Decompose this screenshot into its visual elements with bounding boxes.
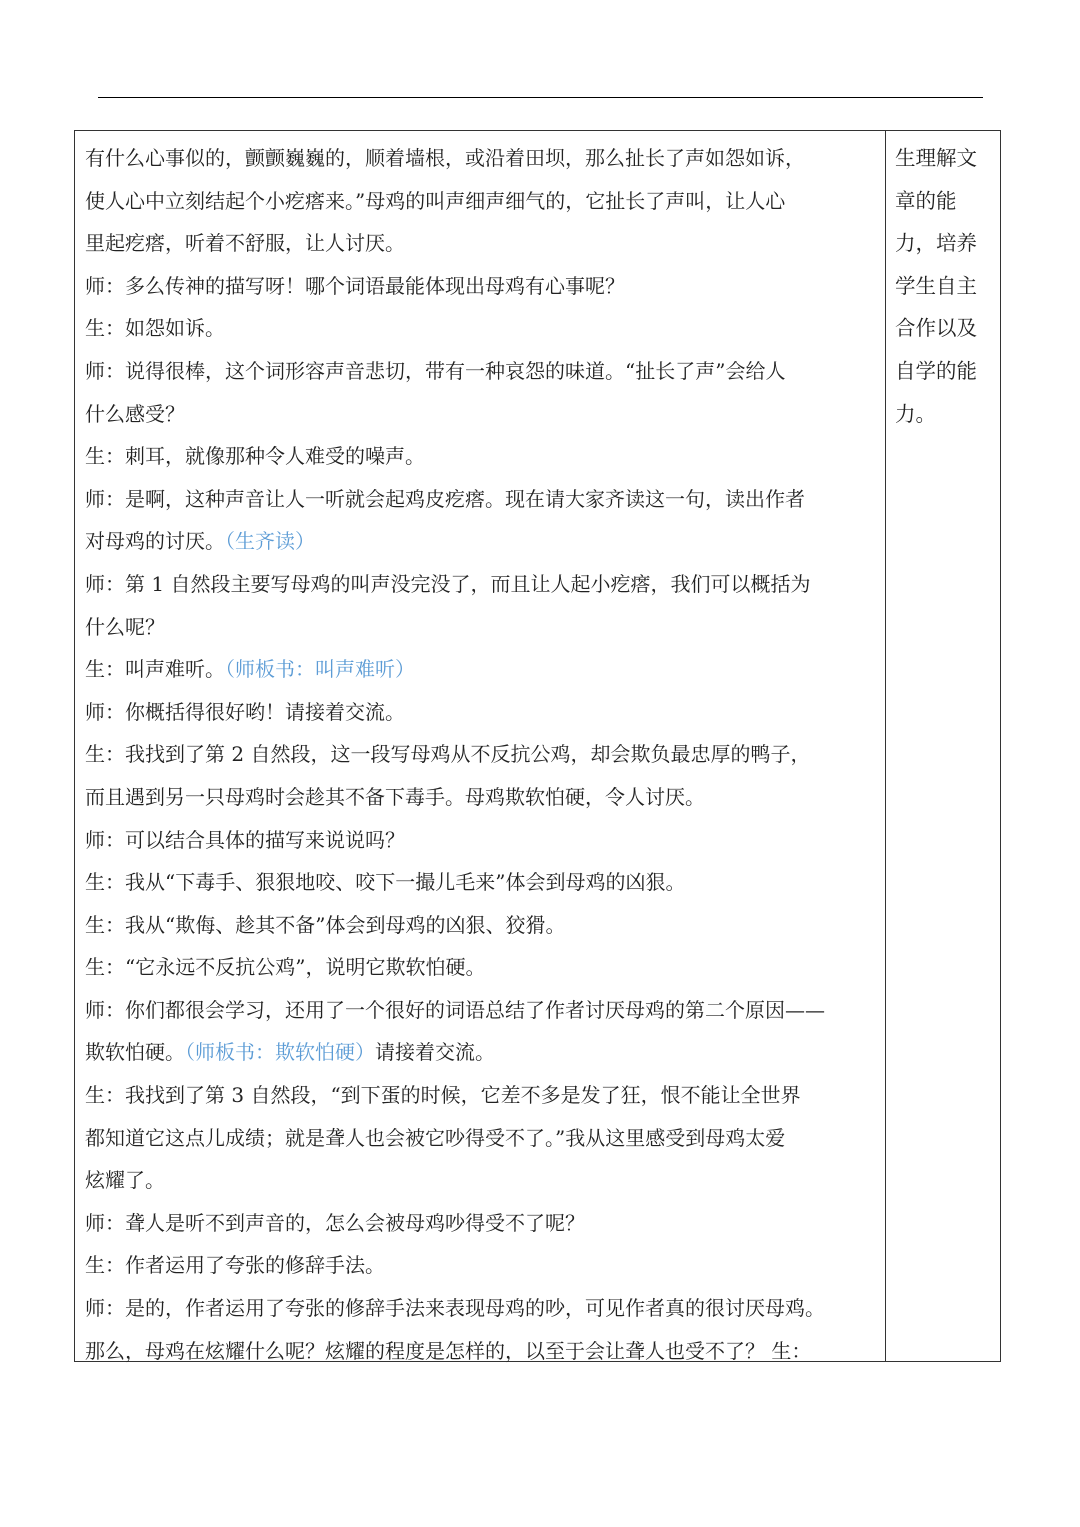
- text-line: 那么，母鸡在炫耀什么呢？炫耀的程度是怎样的，以至于会让聋人也受不了？ 生：: [85, 1338, 812, 1363]
- text-line: 有什么心事似的，颤颤巍巍的，顺着墙根，或沿着田坝，那么扯长了声如怨如诉，: [85, 146, 805, 170]
- text-line: 生：我找到了第 2 自然段，这一段写母鸡从不反抗公鸡，却会欺负最忠厚的鸭子，: [85, 742, 811, 767]
- text-line: 生：我从“下毒手、狠狠地咬、咬下一撮儿毛来”体会到母鸡的凶狠。: [85, 870, 686, 895]
- text-segment: 欺软怕硬。: [85, 1040, 185, 1065]
- lesson-table: [74, 130, 1001, 1362]
- stage-direction-note: （生齐读）: [225, 529, 315, 554]
- text-line: 什么感受？: [85, 401, 185, 426]
- column-divider: [885, 131, 886, 1361]
- side-text-line: 力。: [895, 401, 936, 426]
- text-line: 生：作者运用了夸张的修辞手法。: [85, 1253, 385, 1278]
- text-line: 生：如怨如诉。: [85, 316, 225, 341]
- text-segment: 对母鸡的讨厌。: [85, 529, 225, 554]
- side-text-line: 学生自主: [895, 273, 977, 298]
- side-text-line: 生理解文: [895, 146, 977, 170]
- header-rule: [98, 97, 983, 98]
- blackboard-note: （师板书：叫声难听）: [225, 657, 415, 682]
- text-line: 而且遇到另一只母鸡时会趁其不备下毒手。母鸡欺软怕硬，令人讨厌。: [85, 784, 705, 809]
- text-segment: 请接着交流。: [375, 1040, 495, 1065]
- text-line: 使人心中立刻结起个小疙瘩来。”母鸡的叫声细声细气的，它扯长了声叫，让人心: [85, 188, 786, 213]
- text-line: 生：我从“欺侮、趁其不备”体会到母鸡的凶狠、狡猾。: [85, 912, 566, 937]
- side-text-line: 力，培养: [895, 231, 977, 256]
- text-line-with-note: [85, 648, 880, 691]
- design-intent-column: [895, 137, 993, 435]
- text-line: 师：你概括得很好哟！请接着交流。: [85, 699, 405, 724]
- text-line: 炫耀了。: [85, 1168, 165, 1193]
- text-line-with-note: [85, 1031, 880, 1074]
- blackboard-note: （师板书：欺软怕硬）: [185, 1040, 375, 1065]
- text-segment: 生：叫声难听。: [85, 657, 225, 682]
- text-line: 生：“它永远不反抗公鸡”，说明它欺软怕硬。: [85, 955, 486, 980]
- text-line: 什么呢？: [85, 614, 165, 639]
- text-line: 师：第 1 自然段主要写母鸡的叫声没完没了，而且让人起小疙瘩，我们可以概括为: [85, 571, 811, 596]
- text-line: 师：你们都很会学习，还用了一个很好的词语总结了作者讨厌母鸡的第二个原因——: [85, 997, 825, 1022]
- text-line: 师：多么传神的描写呀！哪个词语最能体现出母鸡有心事呢？: [85, 273, 625, 298]
- lesson-process-column: [85, 137, 880, 1372]
- side-text-line: 合作以及: [895, 316, 977, 341]
- side-text-line: 自学的能: [895, 358, 977, 383]
- side-text-line: 章的能: [895, 188, 957, 213]
- text-line-with-note: [85, 520, 880, 563]
- text-line: 师：可以结合具体的描写来说说吗？: [85, 827, 405, 852]
- text-line: 师：是的，作者运用了夸张的修辞手法来表现母鸡的吵，可见作者真的很讨厌母鸡。: [85, 1296, 825, 1321]
- text-line: 生：我找到了第 3 自然段，“到下蛋的时候，它差不多是发了狂，恨不能让全世界: [85, 1083, 801, 1108]
- text-line: 师：说得很棒，这个词形容声音悲切，带有一种哀怨的味道。“扯长了声”会给人: [85, 358, 786, 383]
- text-line: 里起疙瘩，听着不舒服，让人讨厌。: [85, 231, 405, 256]
- text-line: 生：刺耳，就像那种令人难受的噪声。: [85, 444, 425, 469]
- text-line: 都知道它这点儿成绩；就是聋人也会被它吵得受不了。”我从这里感受到母鸡太爱: [85, 1125, 786, 1150]
- text-line: 师：聋人是听不到声音的，怎么会被母鸡吵得受不了呢？: [85, 1210, 585, 1235]
- text-line: 师：是啊，这种声音让人一听就会起鸡皮疙瘩。现在请大家齐读这一句，读出作者: [85, 486, 805, 511]
